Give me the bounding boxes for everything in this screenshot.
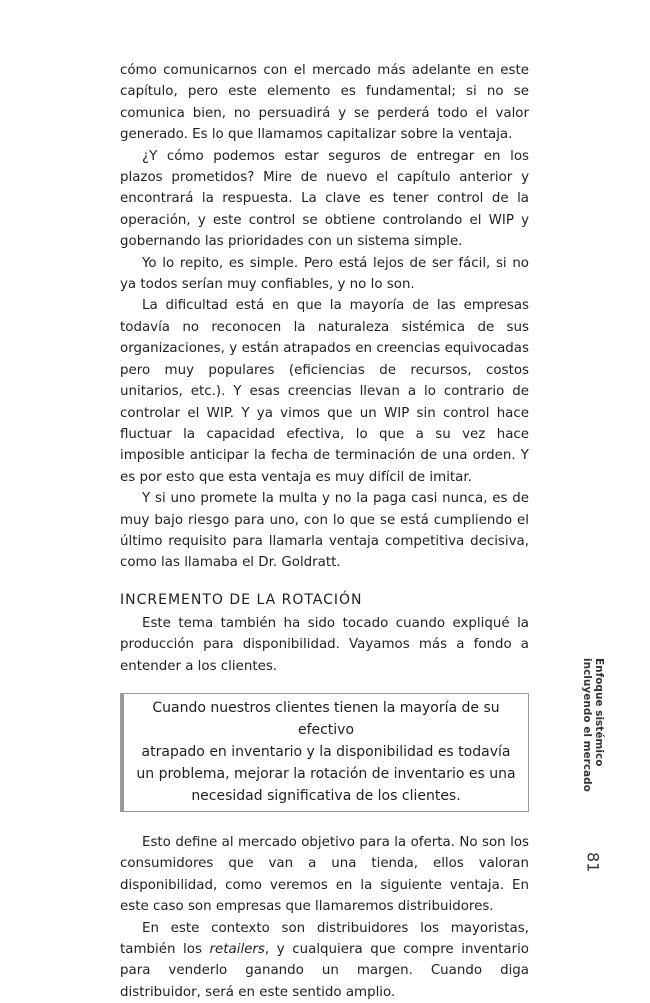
paragraph: Y si uno promete la multa y no la paga casi nunca, es de muy bajo riesgo para uno, con lo que se está cumpliendo el último requisito para llamarla ventaja competitiva decisiva, como las llamaba el Dr. Goldratt.	[120, 491, 529, 571]
section-heading: INCREMENTO DE LA ROTACIÓN	[120, 591, 363, 608]
pull-quote	[120, 693, 529, 812]
paragraph: La dificultad está en que la mayoría de las empresas todavía no reconocen la naturaleza sistémica de sus organizaciones, y están atrapados en creencias equivocadas pero muy populares (eficiencias de recursos, costos unitarios, etc.). Y esas creencias llevan a lo contrario de controlar el WIP. Y ya vimos que un WIP sin control hace fluctuar la capacidad efectiva, lo que a su vez hace imposible anticipar la fecha de terminación de una orden. Y es por esto que esta ventaja es muy difícil de imitar.	[120, 298, 529, 485]
paragraph: cómo comunicarnos con el mercado más adelante en este capítulo, pero este elemento es fundamental; si no se comunica bien, no persuadirá y se perderá todo el valor generado. Es lo que llamamos capitalizar sobre la ventaja.	[120, 63, 529, 143]
page-number: 81	[583, 852, 603, 873]
quote-line: un problema, mejorar la rotación de inventario es una	[136, 765, 516, 782]
italic-term: retailers	[209, 942, 265, 957]
text-run: , y cualquiera que compre inventario para venderlo ganando un margen. Cuando diga distribuidor, será en este sentido amplio.	[120, 942, 529, 1000]
section-intro: Este tema también ha sido tocado cuando expliqué la producción para disponibilidad. Vayamos más a fondo a entender a los clientes.	[120, 615, 529, 674]
quote-line: atrapado en inventario y la disponibilidad es todavía	[141, 743, 511, 760]
paragraph-last	[120, 918, 529, 1003]
text-run: En este contexto son distribuidores los mayoristas, también los	[120, 920, 529, 957]
paragraph: Yo lo repito, es simple. Pero está lejos de ser fácil, si no ya todos serían muy confiables, y no lo son.	[120, 255, 529, 293]
paragraph: ¿Y cómo podemos estar seguros de entregar en los plazos prometidos? Mire de nuevo el capítulo anterior y encontrará la respuesta. La clave es tener control de la operación, y este control se obtiene controlando el WIP y gobernando las prioridades con un sistema simple.	[120, 148, 529, 250]
quote-line: Cuando nuestros clientes tienen la mayoría de su efectivo	[152, 699, 500, 738]
quote-line: necesidad significativa de los clientes.	[191, 787, 461, 804]
paragraph: Esto define al mercado objetivo para la oferta. No son los consumidores que van a una tienda, ellos valoran disponibilidad, como veremos en la siguiente ventaja. En este caso son empresas que llamaremos distribuidores.	[120, 834, 529, 915]
page-body	[120, 60, 529, 1003]
running-title: Enfoque sistémico incluyendo el mercado	[581, 658, 605, 792]
